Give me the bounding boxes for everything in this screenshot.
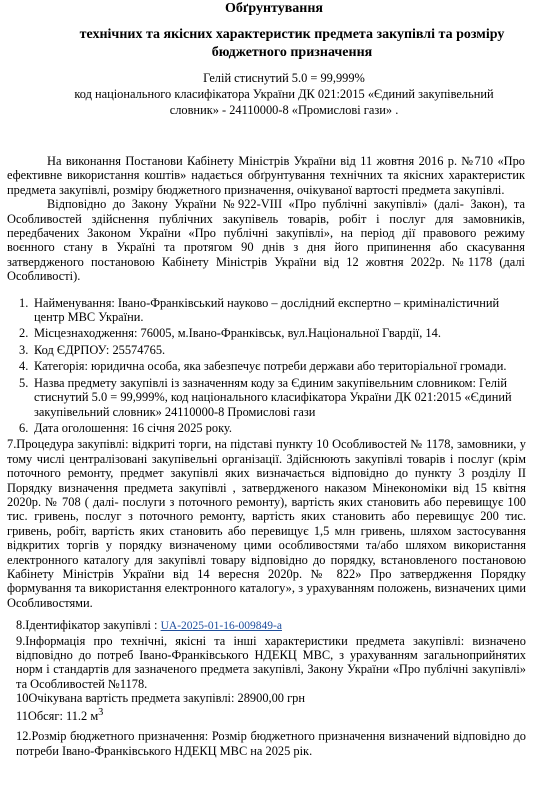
- procurement-item-block: [60, 70, 508, 118]
- list-item-text: Дата оголошення: 16 січня 2025 року.: [34, 420, 232, 435]
- list-item-text: Найменування: Івано-Франківський науково – дослідний експертно – криміналістичний центр МВС України.: [34, 295, 500, 325]
- list-item-text: Назва предмету закупівлі із зазначенням коду за Єдиним закупівельним словником: Гелій стиснутий 5.0 = 99,999%, код національного класифікатора України ДК 021:2015 «Єдиний закупівельний словник» 24110000-8 Промислові гази: [34, 375, 512, 419]
- procurement-identifier: [16, 618, 526, 633]
- list-item: [0, 376, 528, 419]
- list-item-number: 6.: [19, 420, 29, 435]
- list-item-number: 3.: [19, 342, 29, 357]
- intro-paragraph-2: Відповідно до Закону України №922-VIII «Про публічні закупівлі» (далі- Закон), та Особливостей здійснення публічних закупівель товарів, робіт і послуг для замовників, передбачених Законом України «Про публічні закупівлі», на період дії правового режиму воєнного стану в Україні та протягом 90 днів з дня його припинення або скасування затвердженого постановою Кабінету Міністрів України від 12 жовтня 2022р. №1178 (далі Особливості).: [7, 197, 525, 284]
- list-item-number: 1.: [19, 295, 29, 310]
- list-item: [0, 343, 528, 357]
- procedure-section: 7.Процедура закупівлі: відкриті торги, на підставі пункту 10 Особливостей № 1178, замовники, у тому числі централізовані закупівельні організації. Здійснюють закупівлі товарів і послуг (крім поточного ремонту, предмет закупівлі яких визначається відповідно до пункту 3 розділу ІІ Порядку визначення предмета закупівлі , затвердженого наказом Мінекономіки від 15 квітня 2020р. № 708 ( далі- послуги з поточного ремонту), вартість яких становить або перевищує 100 тис. гривень, послуг з поточного ремонту, вартість яких становить або перевищує 200 тис. гривень, робіт, вартість яких становить або перевищує 1,5 млн гривень, шляхом застосування відкритих торгів у порядку визначеному цими особливостями та/або шляхом використання електронного каталогу для закупівлі товару відповідно до порядку, встановленого постановою Кабінету Міністрів України від 14 вересня 2020р. № 822» Про затвердження Порядку формування та використання електронного каталогу», з урахуванням положень, визначених цими Особливостями.: [7, 437, 526, 610]
- list-item-text: Категорія: юридична особа, яка забезпечує потреби держави або територіальної громади.: [34, 359, 507, 374]
- list-item: [0, 359, 528, 373]
- volume-unit-superscript: 3: [98, 706, 104, 718]
- volume-text: 11Обсяг: 11.2 м: [16, 708, 99, 723]
- identifier-label: 8.Ідентифікатор закупівлі :: [16, 618, 161, 633]
- expected-cost-line: 10Очікувана вартість предмета закупівлі: 28900,00 грн: [16, 691, 306, 706]
- customer-info-list: [0, 296, 528, 436]
- list-item-text: Код ЄДРПОУ: 25574765.: [34, 342, 166, 357]
- list-item-number: 5.: [19, 375, 29, 390]
- list-item: [0, 296, 528, 325]
- list-item-text: Місцезнаходження: 76005, м.Івано-Франківськ, вул.Національної Гвардії, 14.: [34, 326, 441, 341]
- volume-line: [16, 706, 548, 724]
- item-code-line: код національного класифікатора України ДК 021:2015 «Єдиний закупівельний словник» - 24110000-8 «Промислові гази» .: [74, 87, 494, 117]
- document-title: Обґрунтування: [225, 1, 323, 16]
- item-name-line: Гелій стиснутий 5.0 = 99,999%: [203, 71, 365, 85]
- identifier-link[interactable]: UA-2025-01-16-009849-a: [160, 620, 282, 633]
- intro-paragraph-1: На виконання Постанови Кабінету Міністрів України від 11 жовтня 2016 р. №710 «Про ефективне використання коштів» надається обґрунтування технічних та якісних характеристик предмета закупівлі, розміру бюджетного призначення, очікуваної вартості предмета закупівлі.: [7, 154, 525, 197]
- list-item-number: 4.: [19, 359, 29, 374]
- list-item-number: 2.: [19, 326, 29, 341]
- budget-section: 12.Розмір бюджетного призначення: Розмір бюджетного призначення визначений відповідно до потреби Івано-Франківського НДЕКЦ МВС на 2025 рік.: [16, 729, 526, 758]
- document-subtitle: технічних та якісних характеристик предмета закупівлі та розміру бюджетного призначення: [79, 27, 505, 60]
- list-item: [0, 421, 528, 435]
- characteristics-section: 9.Інформація про технічні, якісні та інші характеристики предмета закупівлі: визначено відповідно до потреб Івано-Франківського НДЕКЦ МВС, з урахуванням загальноприйнятих норм і стандартів для зазначеного предмета закупівлі, Закону України «Про публічні закупівлі» та Особливостей №1178.: [16, 633, 526, 691]
- list-item: [0, 326, 528, 340]
